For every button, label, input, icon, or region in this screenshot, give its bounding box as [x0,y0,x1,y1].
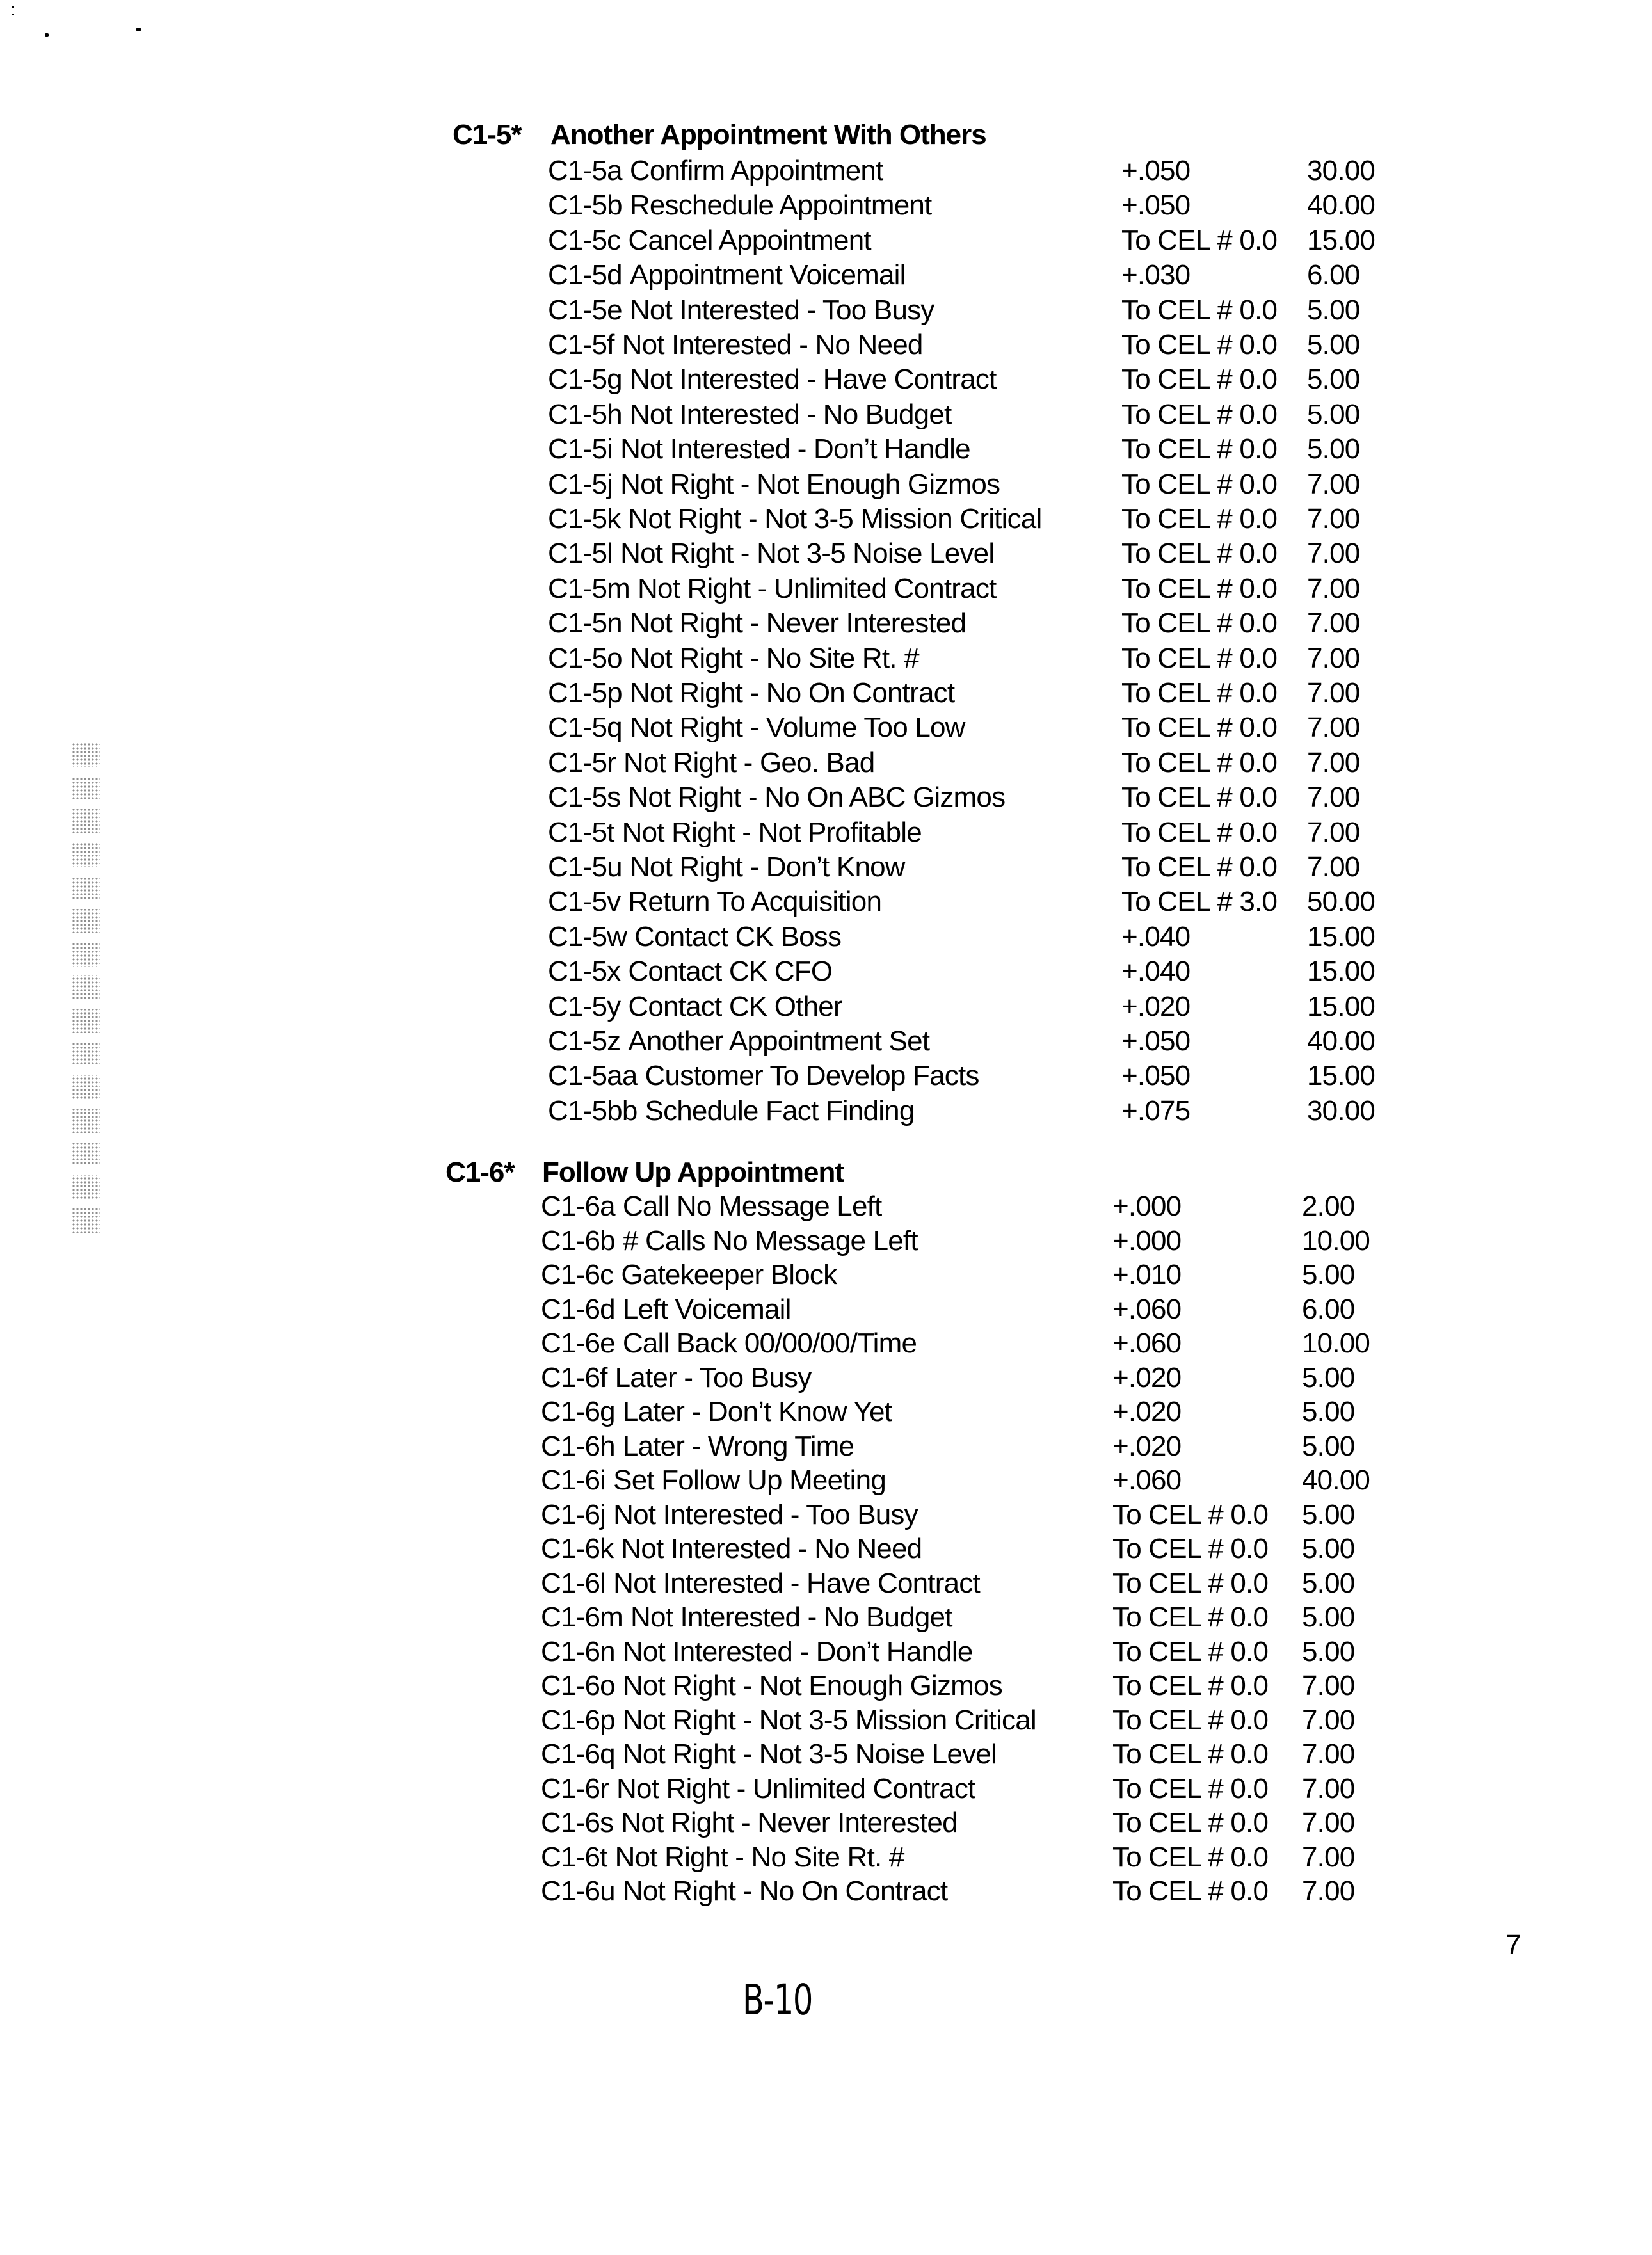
item-label: Not Interested - No Budget [629,398,952,430]
item-label: Left Voicemail [622,1293,791,1325]
item-adjustment: To CEL # 0.0 [1121,364,1278,396]
item-code: C1-5l [548,538,613,570]
item-code: C1-5p [548,677,622,709]
item-code: C1-5b [548,189,622,221]
list-item [548,920,1435,954]
list-item [548,885,1435,919]
list-item [541,1703,1430,1738]
item-adjustment: To CEL # 0.0 [1121,816,1278,848]
list-item [548,710,1435,745]
list-item [548,188,1435,223]
list-item [548,293,1435,328]
item-adjustment: +.020 [1112,1361,1182,1393]
item-value: 6.00 [1307,259,1360,291]
item-code: C1-6j [541,1498,606,1530]
list-item [541,1224,1430,1258]
scan-speck [45,33,49,37]
item-adjustment: To CEL # 0.0 [1121,572,1278,604]
item-value: 7.00 [1302,1772,1355,1804]
list-item [548,328,1435,362]
item-value: 7.00 [1302,1670,1355,1701]
list-item [548,1024,1435,1059]
item-code: C1-5o [548,642,622,674]
item-label: Not Right - No Site Rt. # [629,642,919,674]
item-adjustment: To CEL # 0.0 [1112,1670,1269,1701]
item-value: 5.00 [1307,329,1360,360]
item-value: 7.00 [1307,712,1360,744]
item-label: Contact CK Other [628,990,842,1022]
item-code: C1-5f [548,329,614,360]
item-value: 7.00 [1307,572,1360,604]
item-label: Confirm Appointment [629,155,883,186]
item-adjustment: To CEL # 0.0 [1121,642,1278,674]
item-adjustment: +.020 [1121,990,1191,1022]
item-code: C1-6e [541,1328,615,1359]
item-adjustment: +.050 [1121,189,1191,221]
list-item [541,1669,1430,1703]
item-label: Return To Acquisition [628,886,882,918]
item-adjustment: To CEL # 0.0 [1112,1635,1269,1667]
item-adjustment: To CEL # 0.0 [1112,1704,1269,1736]
item-code: C1-6n [541,1635,615,1667]
item-label: Not Interested - Have Contract [613,1567,980,1599]
list-item [548,606,1435,641]
list-item [548,641,1435,676]
section-title: Another Appointment With Others [550,119,986,150]
item-label: Not Interested - Don’t Handle [622,1635,973,1667]
item-code: C1-6h [541,1430,615,1462]
item-value: 5.00 [1302,1361,1355,1393]
item-adjustment: +.050 [1121,1060,1191,1092]
list-item [548,815,1435,850]
list-item [541,1874,1430,1909]
item-adjustment: +.000 [1112,1224,1182,1256]
item-code: C1-5v [548,886,621,918]
list-item [548,536,1435,571]
item-value: 7.00 [1307,816,1360,848]
item-code: C1-6u [541,1875,615,1907]
item-code: C1-6k [541,1533,614,1564]
list-item [541,1600,1430,1635]
item-value: 6.00 [1302,1293,1355,1325]
item-code: C1-6d [541,1293,615,1325]
item-label: Reschedule Appointment [629,189,932,221]
list-item [541,1258,1430,1292]
item-label: Not Right - No On ABC Gizmos [628,782,1006,814]
scan-speck [12,14,14,15]
item-adjustment: +.050 [1121,1025,1191,1057]
section-code: C1-6* [445,1157,515,1188]
item-adjustment: +.010 [1112,1259,1182,1290]
list-item [541,1189,1430,1224]
item-value: 15.00 [1307,224,1375,256]
list-item [548,780,1435,815]
item-code: C1-6l [541,1567,606,1599]
item-value: 7.00 [1307,851,1360,883]
item-value: 7.00 [1307,503,1360,534]
item-code: C1-5w [548,920,627,952]
item-value: 7.00 [1307,642,1360,674]
item-code: C1-5aa [548,1060,638,1092]
item-label: Not Right - Not Profitable [622,816,922,848]
item-value: 7.00 [1307,607,1360,639]
item-code: C1-5g [548,364,622,396]
item-value: 7.00 [1307,782,1360,814]
item-label: Not Right - Unlimited Contract [616,1772,975,1804]
item-code: C1-6m [541,1601,623,1633]
item-adjustment: To CEL # 0.0 [1121,538,1278,570]
item-adjustment: To CEL # 0.0 [1121,782,1278,814]
list-item [548,467,1435,502]
item-label: Not Right - Not 3-5 Noise Level [622,1738,997,1770]
item-label: Not Right - No On Contract [622,1875,948,1907]
item-adjustment: To CEL # 0.0 [1121,468,1278,500]
list-item [541,1566,1430,1601]
item-value: 7.00 [1302,1738,1355,1770]
item-label: Not Interested - Too Busy [613,1498,918,1530]
list-item [548,502,1435,536]
item-code: C1-5t [548,816,614,848]
item-code: C1-6r [541,1772,609,1804]
item-value: 5.00 [1307,433,1360,465]
item-adjustment: To CEL # 0.0 [1121,851,1278,883]
list-item [541,1635,1430,1669]
item-code: C1-5s [548,782,621,814]
item-adjustment: To CEL # 0.0 [1112,1738,1269,1770]
list-item [541,1429,1430,1464]
item-code: C1-5d [548,259,622,291]
item-adjustment: To CEL # 0.0 [1112,1567,1269,1599]
list-item [548,223,1435,258]
item-adjustment: +.020 [1112,1396,1182,1427]
item-value: 40.00 [1307,1025,1375,1057]
item-label: Later - Don’t Know Yet [622,1396,892,1427]
item-value: 30.00 [1307,155,1375,186]
list-item [541,1463,1430,1498]
item-value: 10.00 [1302,1328,1370,1359]
item-code: C1-6i [541,1465,606,1496]
item-code: C1-5e [548,294,622,326]
list-item [541,1498,1430,1532]
item-label: Not Right - No Site Rt. # [614,1841,904,1873]
item-code: C1-5h [548,398,622,430]
item-code: C1-5n [548,607,622,639]
item-value: 15.00 [1307,990,1375,1022]
item-adjustment: +.060 [1112,1465,1182,1496]
list-item [548,1094,1435,1128]
item-adjustment: To CEL # 0.0 [1112,1601,1269,1633]
item-adjustment: To CEL # 0.0 [1112,1841,1269,1873]
list-item [548,258,1435,293]
page-number: 7 [1505,1929,1521,1961]
item-value: 5.00 [1302,1533,1355,1564]
item-label: Later - Too Busy [614,1361,812,1393]
item-label: Not Interested - No Need [622,329,923,360]
item-label: Call Back 00/00/00/Time [622,1328,917,1359]
item-code: C1-6q [541,1738,615,1770]
list-item [548,362,1435,397]
item-adjustment: +.040 [1121,920,1191,952]
item-value: 5.00 [1307,364,1360,396]
item-code: C1-5a [548,155,622,186]
item-label: Not Interested - Have Contract [629,364,997,396]
item-label: Another Appointment Set [628,1025,930,1057]
list-item [541,1326,1430,1361]
item-code: C1-6c [541,1259,614,1290]
item-value: 40.00 [1307,189,1375,221]
item-adjustment: +.060 [1112,1328,1182,1359]
item-adjustment: To CEL # 0.0 [1121,503,1278,534]
item-code: C1-6g [541,1396,615,1427]
item-label: Not Right - Never Interested [629,607,966,639]
list-item [548,676,1435,710]
list-item [541,1737,1430,1772]
item-label: Gatekeeper Block [621,1259,837,1290]
item-value: 30.00 [1307,1095,1375,1127]
item-value: 5.00 [1307,398,1360,430]
item-value: 7.00 [1307,468,1360,500]
item-label: Not Right - Don’t Know [629,851,905,883]
item-code: C1-6b [541,1224,615,1256]
list-item [548,397,1435,432]
item-adjustment: To CEL # 0.0 [1121,398,1278,430]
item-adjustment: To CEL # 0.0 [1121,294,1278,326]
section-code: C1-5* [453,119,522,150]
item-code: C1-5j [548,468,613,500]
item-value: 5.00 [1302,1498,1355,1530]
item-adjustment: To CEL # 0.0 [1121,677,1278,709]
item-label: Schedule Fact Finding [645,1095,915,1127]
item-adjustment: To CEL # 3.0 [1121,886,1278,918]
item-label: Not Interested - No Budget [630,1601,952,1633]
item-value: 2.00 [1302,1191,1355,1222]
item-value: 7.00 [1302,1875,1355,1907]
item-label: Contact CK CFO [628,956,833,988]
item-value: 15.00 [1307,920,1375,952]
item-value: 5.00 [1302,1567,1355,1599]
item-label: Not Right - Not 3-5 Noise Level [620,538,995,570]
item-code: C1-6p [541,1704,615,1736]
item-code: C1-5u [548,851,622,883]
item-label: Cancel Appointment [628,224,871,256]
item-code: C1-5x [548,956,621,988]
item-value: 7.00 [1307,677,1360,709]
item-adjustment: +.050 [1121,155,1191,186]
list-item [548,990,1435,1024]
item-value: 50.00 [1307,886,1375,918]
item-code: C1-5c [548,224,621,256]
item-code: C1-6o [541,1670,615,1701]
item-adjustment: +.030 [1121,259,1191,291]
item-adjustment: To CEL # 0.0 [1112,1772,1269,1804]
item-code: C1-5m [548,572,630,604]
item-value: 40.00 [1302,1465,1370,1496]
item-value: 10.00 [1302,1224,1370,1256]
list-item [541,1532,1430,1566]
list-item [548,1059,1435,1093]
item-value: 7.00 [1302,1807,1355,1838]
list-item [541,1806,1430,1840]
item-label: Not Right - Not Enough Gizmos [622,1670,1002,1701]
item-label: Later - Wrong Time [622,1430,854,1462]
list-item [548,850,1435,885]
item-label: Not Right - Unlimited Contract [638,572,997,604]
item-value: 5.00 [1302,1396,1355,1427]
item-label: Not Interested - Too Busy [629,294,934,326]
item-value: 5.00 [1307,294,1360,326]
item-adjustment: To CEL # 0.0 [1121,329,1278,360]
item-label: Appointment Voicemail [629,259,906,291]
item-code: C1-5q [548,712,622,744]
item-code: C1-5k [548,503,621,534]
item-value: 5.00 [1302,1259,1355,1290]
list-item [541,1292,1430,1327]
item-label: Not Right - Volume Too Low [629,712,965,744]
item-value: 7.00 [1302,1704,1355,1736]
item-value: 5.00 [1302,1635,1355,1667]
item-code: C1-5i [548,433,613,465]
item-adjustment: +.020 [1112,1430,1182,1462]
item-label: Set Follow Up Meeting [613,1465,886,1496]
item-code: C1-5z [548,1025,621,1057]
item-code: C1-5bb [548,1095,638,1127]
item-label: Not Right - No On Contract [629,677,955,709]
item-label: Not Interested - No Need [621,1533,922,1564]
item-label: Not Right - Not 3-5 Mission Critical [628,503,1042,534]
list-item [548,954,1435,989]
item-value: 5.00 [1302,1430,1355,1462]
scan-speck [136,28,141,31]
item-code: C1-6f [541,1361,607,1393]
list-item [541,1361,1430,1395]
list-item [548,572,1435,606]
item-label: Not Right - Not Enough Gizmos [620,468,1000,500]
item-adjustment: +.000 [1112,1191,1182,1222]
item-value: 15.00 [1307,1060,1375,1092]
scan-speck [12,6,14,8]
item-label: Contact CK Boss [634,920,842,952]
item-code: C1-5y [548,990,621,1022]
handwritten-note: B-10 [742,1975,812,2025]
item-value: 15.00 [1307,956,1375,988]
list-item [541,1840,1430,1875]
item-code: C1-6a [541,1191,615,1222]
item-code: C1-6t [541,1841,607,1873]
list-item [541,1772,1430,1806]
item-value: 7.00 [1302,1841,1355,1873]
item-label: Call No Message Left [622,1191,882,1222]
item-label: Not Right - Not 3-5 Mission Critical [622,1704,1036,1736]
item-adjustment: To CEL # 0.0 [1112,1807,1269,1838]
item-label: Not Interested - Don’t Handle [620,433,970,465]
item-adjustment: To CEL # 0.0 [1112,1498,1269,1530]
item-adjustment: +.040 [1121,956,1191,988]
item-label: Not Right - Geo. Bad [623,746,875,778]
list-item [541,1395,1430,1429]
item-value: 7.00 [1307,538,1360,570]
item-adjustment: +.060 [1112,1293,1182,1325]
item-adjustment: To CEL # 0.0 [1112,1875,1269,1907]
item-adjustment: To CEL # 0.0 [1112,1533,1269,1564]
item-code: C1-5r [548,746,616,778]
item-label: # Calls No Message Left [622,1224,918,1256]
item-code: C1-6s [541,1807,614,1838]
item-adjustment: To CEL # 0.0 [1121,224,1278,256]
list-item [548,432,1435,467]
item-adjustment: To CEL # 0.0 [1121,607,1278,639]
section-title: Follow Up Appointment [542,1157,844,1188]
item-adjustment: +.075 [1121,1095,1191,1127]
item-value: 5.00 [1302,1601,1355,1633]
item-adjustment: To CEL # 0.0 [1121,746,1278,778]
item-adjustment: To CEL # 0.0 [1121,433,1278,465]
list-item [548,154,1435,188]
margin-stamp [72,742,100,1242]
item-adjustment: To CEL # 0.0 [1121,712,1278,744]
item-label: Customer To Develop Facts [645,1060,979,1092]
item-value: 7.00 [1307,746,1360,778]
list-item [548,746,1435,780]
item-label: Not Right - Never Interested [621,1807,958,1838]
